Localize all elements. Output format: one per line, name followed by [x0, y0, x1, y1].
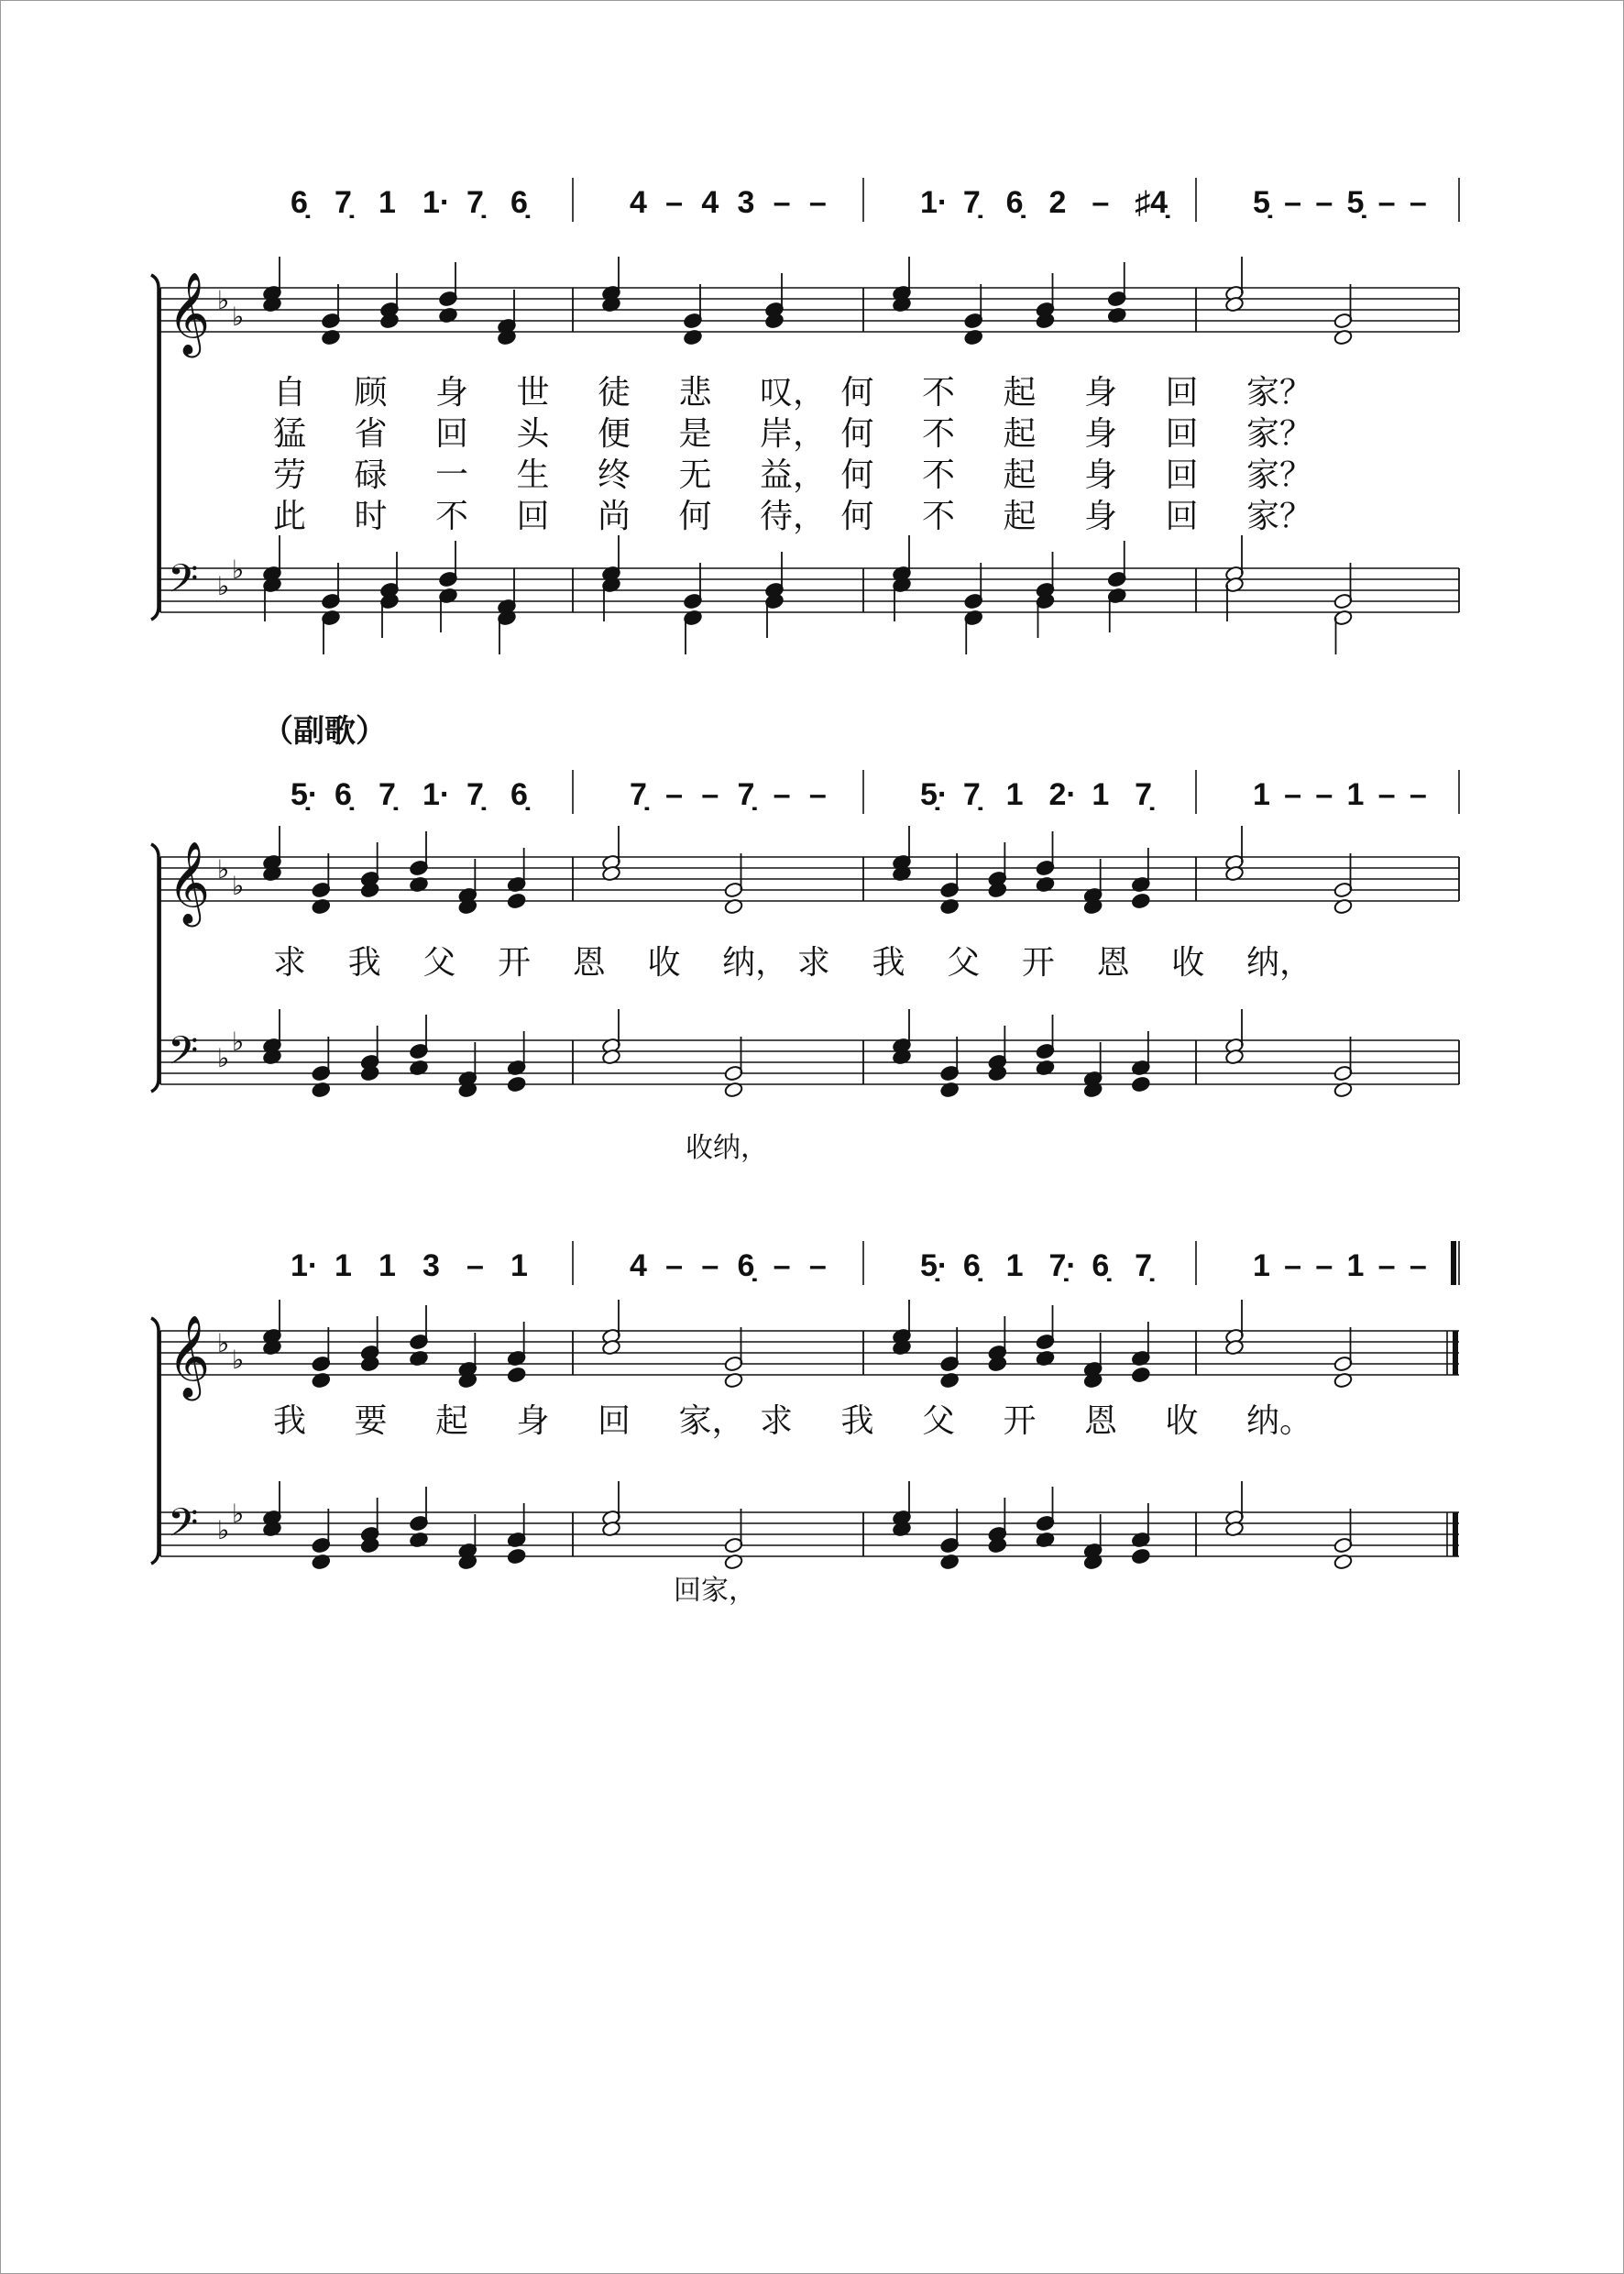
lyric-syllable: 不: [922, 415, 956, 453]
jianpu-note: –: [701, 777, 719, 812]
lyric-syllable: 悲: [678, 374, 712, 412]
flat-sign-icon: ♭: [232, 871, 245, 901]
lyric-syllable: 收: [1165, 1402, 1199, 1440]
lyric-syllable: 家？: [1246, 498, 1313, 535]
bass-clef-icon: 𝄢: [168, 556, 199, 611]
lyric-syllable: 起: [1003, 456, 1037, 494]
lyric-syllable: 尚: [598, 498, 631, 535]
jianpu-note: 1: [1005, 1248, 1024, 1283]
lyric-syllable: 开: [498, 944, 532, 982]
jianpu-note: –: [1315, 777, 1333, 812]
jianpu-note: 1: [335, 1248, 352, 1283]
lyric-syllable: 纳，: [1246, 944, 1313, 982]
jianpu-note: 6̣: [962, 1248, 981, 1283]
note-head: [507, 1548, 526, 1565]
bass-clef-icon: 𝄢: [168, 1028, 199, 1083]
lyric-syllable: 收: [1171, 944, 1205, 982]
jianpu-note: –: [466, 1248, 484, 1283]
lyric-syllable: 何: [840, 374, 874, 412]
system-bracket: [151, 1318, 159, 1564]
lyric-syllable: 要: [354, 1402, 388, 1440]
music-system: [151, 178, 1459, 654]
jianpu-note: ♯4̣: [1135, 185, 1169, 220]
jianpu-note: 4: [701, 185, 719, 220]
jianpu-note: 7̣: [1135, 1248, 1153, 1283]
jianpu-note: 1: [379, 185, 396, 220]
note-head: [1131, 1548, 1150, 1565]
lyric-syllable: 回: [1165, 456, 1199, 494]
jianpu-note: 2: [1048, 185, 1067, 220]
jianpu-note: 5̣·: [920, 1248, 949, 1283]
jianpu-note: –: [665, 777, 684, 812]
jianpu-note: –: [1092, 185, 1110, 220]
lyric-syllable: 不: [922, 374, 956, 412]
lyric-syllable: 便: [598, 415, 631, 453]
lyric-syllable: 求: [273, 944, 307, 982]
note-head: [507, 893, 526, 909]
jianpu-note: –: [1377, 1248, 1396, 1283]
jianpu-note: –: [773, 1248, 791, 1283]
jianpu-note: 3: [422, 1248, 440, 1283]
jianpu-note: 1: [1253, 777, 1270, 812]
jianpu-note: 7̣: [962, 777, 981, 812]
lyric-syllable: 求: [760, 1402, 794, 1440]
jianpu-note: 5̣: [1346, 185, 1365, 220]
lyric-syllable: 起: [1003, 415, 1037, 453]
lyric-syllable: 回: [1165, 374, 1199, 412]
jianpu-note: 4: [630, 1248, 647, 1283]
note-head: [507, 1367, 526, 1383]
lyric-syllable: 叹，: [760, 374, 827, 412]
lyric-syllable: 省: [354, 415, 388, 453]
system-bracket: [151, 275, 159, 620]
flat-sign-icon: ♭: [217, 1515, 230, 1545]
jianpu-note: –: [1409, 1248, 1427, 1283]
lyric-syllable: 纳，: [722, 944, 789, 982]
lyric-syllable: 父: [947, 944, 981, 982]
jianpu-note: 7̣: [1135, 777, 1153, 812]
lower-voice-lyric: 收纳，: [686, 1132, 768, 1164]
lyric-syllable: 父: [422, 944, 456, 982]
lyric-syllable: 身: [1084, 498, 1118, 535]
flat-sign-icon: ♭: [217, 571, 230, 601]
lyric-syllable: 我: [347, 944, 381, 982]
jianpu-note: 6̣: [291, 185, 308, 220]
bass-clef-icon: 𝄢: [168, 1500, 199, 1555]
jianpu-note: 1: [379, 1248, 396, 1283]
jianpu-note: 7̣: [466, 185, 484, 220]
jianpu-note: 1·: [422, 185, 451, 220]
music-system: [151, 1241, 1459, 1607]
lyric-syllable: 起: [1003, 498, 1037, 535]
jianpu-note: –: [1315, 1248, 1333, 1283]
system-bracket: [151, 844, 159, 1092]
jianpu-note: –: [808, 777, 827, 812]
lyric-syllable: 身: [1084, 374, 1118, 412]
jianpu-note: –: [1284, 185, 1302, 220]
lyric-syllable: 家，: [678, 1402, 745, 1440]
lyric-syllable: 身: [1084, 456, 1118, 494]
jianpu-note: 1·: [422, 777, 451, 812]
jianpu-note: 2·: [1048, 777, 1077, 812]
jianpu-note: 7̣: [630, 777, 647, 812]
jianpu-note: 7̣: [962, 185, 981, 220]
lyric-syllable: 开: [1021, 944, 1055, 982]
lyric-syllable: 纳。: [1246, 1402, 1313, 1440]
lyric-syllable: 何: [840, 498, 874, 535]
lyric-syllable: 顾: [354, 374, 388, 412]
jianpu-note: 5̣: [1253, 185, 1270, 220]
lyric-syllable: 待，: [760, 498, 827, 535]
lyric-syllable: 回: [598, 1402, 631, 1440]
jianpu-note: 6̣: [510, 777, 528, 812]
lyric-syllable: 终: [598, 456, 631, 494]
jianpu-note: 7̣·: [1048, 1248, 1077, 1283]
jianpu-note: –: [1284, 1248, 1302, 1283]
lyric-syllable: 益，: [760, 456, 827, 494]
lyric-syllable: 生: [516, 456, 550, 494]
jianpu-note: 6̣: [1005, 185, 1024, 220]
treble-clef-icon: 𝄞: [168, 1315, 211, 1398]
lyric-syllable: 回: [435, 415, 469, 453]
flat-sign-icon: ♭: [232, 1345, 245, 1375]
jianpu-note: –: [1284, 777, 1302, 812]
flat-sign-icon: ♭: [217, 1328, 230, 1358]
lyric-syllable: 父: [922, 1402, 956, 1440]
lyric-syllable: 不: [922, 456, 956, 494]
lyric-syllable: 恩: [1096, 944, 1130, 982]
jianpu-note: 1: [510, 1248, 528, 1283]
flat-sign-icon: ♭: [232, 1027, 245, 1057]
music-system: [151, 770, 1459, 1164]
jianpu-note: 7̣: [466, 777, 484, 812]
jianpu-note: –: [665, 1248, 684, 1283]
jianpu-note: 6̣: [737, 1248, 755, 1283]
jianpu-note: 6̣: [335, 777, 352, 812]
flat-sign-icon: ♭: [232, 302, 245, 332]
lyric-syllable: 开: [1003, 1402, 1037, 1440]
note-head: [1131, 1367, 1150, 1383]
section-label-chorus: （副歌）: [262, 713, 387, 750]
jianpu-note: 1·: [920, 185, 949, 220]
flat-sign-icon: ♭: [217, 285, 230, 315]
lyric-syllable: 是: [678, 415, 712, 453]
treble-clef-icon: 𝄞: [168, 272, 211, 355]
lyric-syllable: 我: [273, 1402, 307, 1440]
lyric-syllable: 猛: [273, 415, 307, 453]
jianpu-note: 6̣: [510, 185, 528, 220]
lyric-syllable: 徒: [598, 374, 631, 412]
jianpu-note: 6̣: [1092, 1248, 1110, 1283]
lyric-syllable: 回: [1165, 498, 1199, 535]
jianpu-note: 7̣: [379, 777, 396, 812]
lyric-syllable: 家？: [1246, 415, 1313, 453]
jianpu-note: –: [1377, 185, 1396, 220]
jianpu-note: 5̣·: [920, 777, 949, 812]
lyric-syllable: 自: [273, 374, 307, 412]
lyric-syllable: 何: [678, 498, 712, 535]
jianpu-note: 1·: [291, 1248, 319, 1283]
jianpu-note: 7̣: [737, 777, 755, 812]
lyric-syllable: 起: [435, 1402, 469, 1440]
lyric-syllable: 收: [647, 944, 681, 982]
jianpu-note: –: [1315, 185, 1333, 220]
lyric-syllable: 无: [678, 456, 712, 494]
jianpu-note: –: [1409, 185, 1427, 220]
note-head: [507, 1076, 526, 1093]
lyric-syllable: 不: [922, 498, 956, 535]
lyric-syllable: 世: [516, 374, 550, 412]
jianpu-note: –: [773, 185, 791, 220]
jianpu-note: 1: [1092, 777, 1110, 812]
note-head: [1131, 893, 1150, 909]
jianpu-note: –: [773, 777, 791, 812]
lyric-syllable: 一: [435, 456, 469, 494]
flat-sign-icon: ♭: [232, 555, 245, 585]
jianpu-note: 4: [630, 185, 647, 220]
jianpu-note: 1: [1253, 1248, 1270, 1283]
lyric-syllable: 岸，: [760, 415, 827, 453]
jianpu-note: –: [1409, 777, 1427, 812]
jianpu-note: 1: [1346, 777, 1365, 812]
lyric-syllable: 家？: [1246, 374, 1313, 412]
lyric-syllable: 我: [840, 1402, 874, 1440]
lyric-syllable: 时: [354, 498, 388, 535]
lyric-syllable: 恩: [1084, 1402, 1118, 1440]
lyric-syllable: 身: [435, 374, 469, 412]
jianpu-note: 3: [737, 185, 755, 220]
jianpu-note: 7̣: [335, 185, 352, 220]
note-head: [1131, 1076, 1150, 1093]
jianpu-note: 5̣·: [291, 777, 319, 812]
lyric-syllable: 劳: [273, 456, 307, 494]
jianpu-note: –: [808, 185, 827, 220]
lyric-syllable: 起: [1003, 374, 1037, 412]
lyric-syllable: 回: [516, 498, 550, 535]
lyric-syllable: 家？: [1246, 456, 1313, 494]
jianpu-note: –: [701, 1248, 719, 1283]
lyric-syllable: 我: [872, 944, 905, 982]
lyric-syllable: 身: [1084, 415, 1118, 453]
lyric-syllable: 身: [516, 1402, 550, 1440]
jianpu-note: 1: [1346, 1248, 1365, 1283]
lyric-syllable: 求: [796, 944, 830, 982]
lyric-syllable: 不: [435, 498, 469, 535]
flat-sign-icon: ♭: [217, 1043, 230, 1073]
lyric-syllable: 头: [516, 415, 550, 453]
lower-voice-lyric: 回家，: [674, 1575, 756, 1607]
lyric-syllable: 恩: [572, 944, 606, 982]
jianpu-note: –: [1377, 777, 1396, 812]
flat-sign-icon: ♭: [232, 1499, 245, 1529]
lyric-syllable: 何: [840, 415, 874, 453]
lyric-syllable: 何: [840, 456, 874, 494]
flat-sign-icon: ♭: [217, 854, 230, 884]
lyric-syllable: 此: [273, 498, 307, 535]
jianpu-note: –: [808, 1248, 827, 1283]
lyric-syllable: 碌: [354, 456, 388, 494]
jianpu-note: –: [665, 185, 684, 220]
treble-clef-icon: 𝄞: [168, 841, 211, 924]
jianpu-note: 1: [1005, 777, 1024, 812]
lyric-syllable: 回: [1165, 415, 1199, 453]
